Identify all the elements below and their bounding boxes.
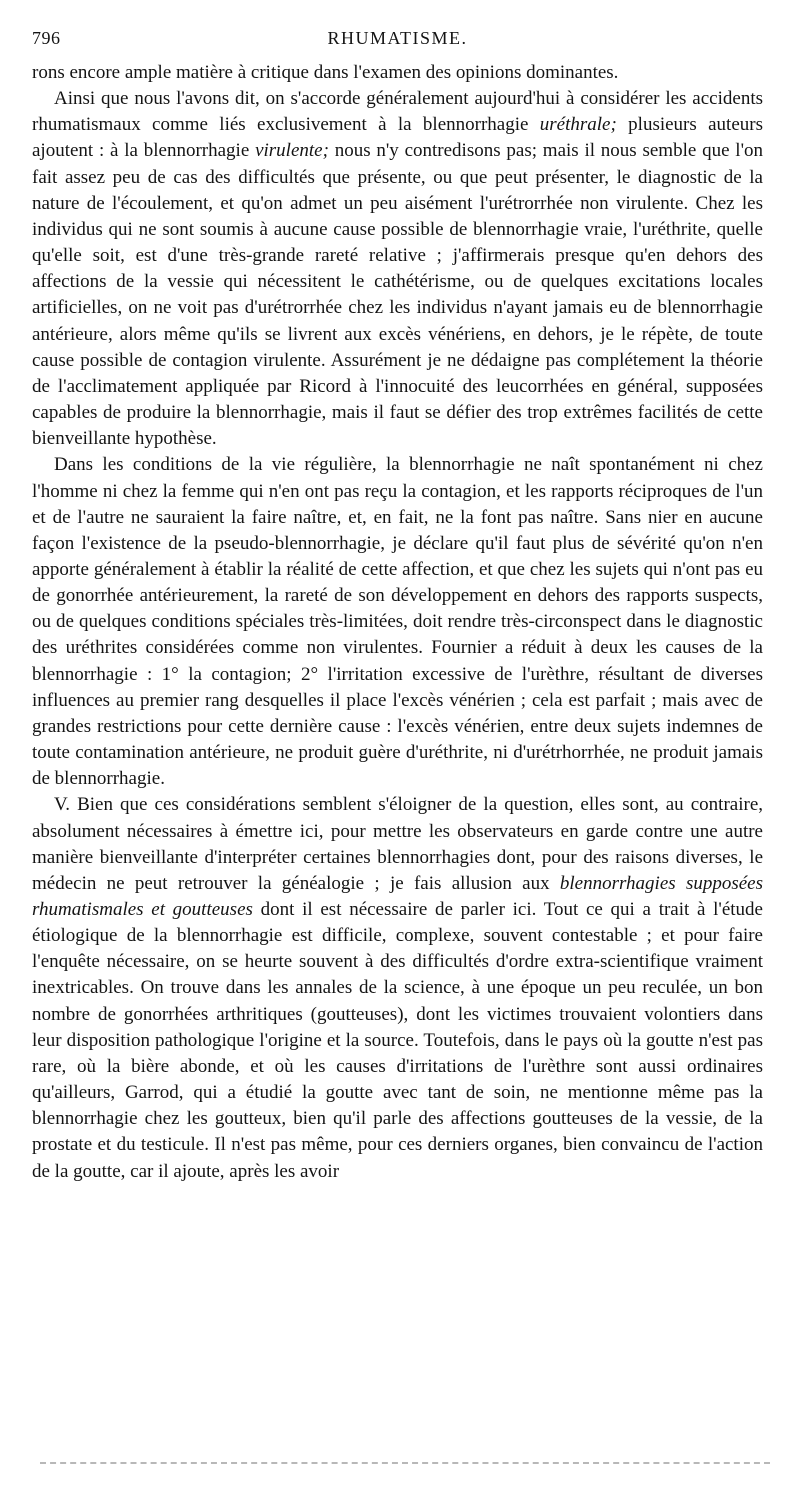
text-run: V. Bien que ces considérations semblent s'éloigner de la question, elles sont, au contraire, absolument nécessaires à émettre ici, pour mettre les observateurs en garde contre une autre manière bienveillante d'interpréter certaines blennorrhagies dont, pour des raisons diverses, le médecin ne peut retrouver la généalogie ; je fais allusion aux bbox=[32, 794, 763, 894]
paragraph bbox=[32, 792, 763, 1184]
paragraph bbox=[32, 60, 763, 86]
paragraph bbox=[32, 86, 763, 452]
body-text bbox=[32, 60, 763, 1185]
text-run: rons encore ample matière à critique dans l'examen des opinions dominantes. bbox=[32, 62, 619, 83]
book-page bbox=[32, 28, 763, 1185]
footer-dashed-rule bbox=[40, 1462, 770, 1464]
text-run: Dans les conditions de la vie régulière, la blennorrhagie ne naît spontanément ni chez l'homme ni chez la femme qui n'en ont pas reçu la contagion, et les rapports réciproques de l'un et de l'autre ne sauraient la faire naître, et, en fait, ne la font pas naître. Sans nier en aucune façon l'existence de la pseudo-blennorrhagie, je déclare qu'il faut plus de sévérité qu'on n'en apporte généralement à établir la réalité de cette affection, et que chez les sujets qui n'ont pas eu de gonorrhée antérieurement, la rareté de son développement en dehors des rapports suspects, ou de quelques conditions spéciales très-limitées, doit rendre très-circonspect dans le diagnostic des uréthrites considérées comme non virulentes. Fournier a réduit à deux les causes de la blennorrhagie : 1° la contagion; 2° l'irritation excessive de l'urèthre, résultant de diverses influences au premier rang desquelles il place l'excès vénérien ; cela est parfait ; mais avec de grandes restrictions pour cette dernière cause : l'excès vénérien, entre deux sujets indemnes de toute contamination antérieure, ne produit guère d'uréthrite, ni d'urétrhorrhée, ne produit jamais de blennorrhagie. bbox=[32, 454, 763, 790]
paragraph bbox=[32, 452, 763, 792]
italic-text-run: uréthrale; bbox=[539, 114, 617, 136]
page-header bbox=[32, 28, 763, 52]
text-run: nous n'y contredisons pas; mais il nous semble que l'on fait assez peu de cas des difficultés que présente, ou que peut présenter, le diagnostic de la nature de l'écoulement, et qu'on admet un peu aisément l'urétrorrhée non virulente. Chez les individus qui ne sont soumis à aucune cause possible de blennorrhagie vraie, l'uréthrite, quelle qu'elle soit, est d'une très-grande rareté relative ; j'affirmerais presque qu'en dehors des affections de la vessie qui nécessitent le cathétérisme, ou de quelques excitations locales artificielles, on ne voit pas d'urétrorrhée chez les individus n'ayant jamais eu de blennorrhagie antérieure, alors même qu'ils se livrent aux excès vénériens, en dehors, je le répète, de toute cause possible de contagion virulente. Assurément je ne dédaigne pas complétement la théorie de l'acclimatement appliquée par Ricord à l'innocuité des leucorrhées en général, supposées capables de produire la blennorrhagie, mais il faut se défier des trop extrêmes facilités de cette bienveillante hypothèse. bbox=[32, 140, 763, 450]
running-title: RHUMATISME. bbox=[327, 28, 468, 48]
text-run: dont il est nécessaire de parler ici. Tout ce qui a trait à l'étude étiologique de la blennorrhagie est difficile, complexe, souvent contestable ; et pour faire l'enquête nécessaire, on se heurte souvent à des difficultés d'ordre extra-scientifique vraiment inextricables. On trouve dans les annales de la science, à une époque un peu reculée, un bon nombre de gonorrhées arthritiques (goutteuses), dont les victimes trouvaient volontiers dans leur disposition pathologique l'origine et la source. Toutefois, dans le pays où la goutte n'est pas rare, où la bière abonde, et où les causes d'irritations de l'urèthre sont aussi ordinaires qu'ailleurs, Garrod, qui a étudié la goutte avec tant de soin, ne mentionne même pas la blennorrhagie chez les goutteux, bien qu'il parle des affections goutteuses de la vessie, de la prostate et du testicule. Il n'est pas même, pour ces derniers organes, bien convaincu de l'action de la goutte, car il ajoute, après les avoir bbox=[32, 899, 763, 1182]
page-number: 796 bbox=[32, 28, 61, 48]
text-run: Ainsi que nous l'avons dit, on s'accorde généralement aujourd'hui à considérer les accidents rhumatismaux comme liés exclusivement à la blennorrhagie bbox=[32, 88, 763, 136]
italic-text-run: virulente; bbox=[255, 140, 329, 162]
text-run: plusieurs auteurs ajoutent : à la blennorrhagie bbox=[32, 114, 763, 162]
italic-text-run: blennorrhagies supposées rhumatismales et goutteuses bbox=[32, 872, 763, 920]
